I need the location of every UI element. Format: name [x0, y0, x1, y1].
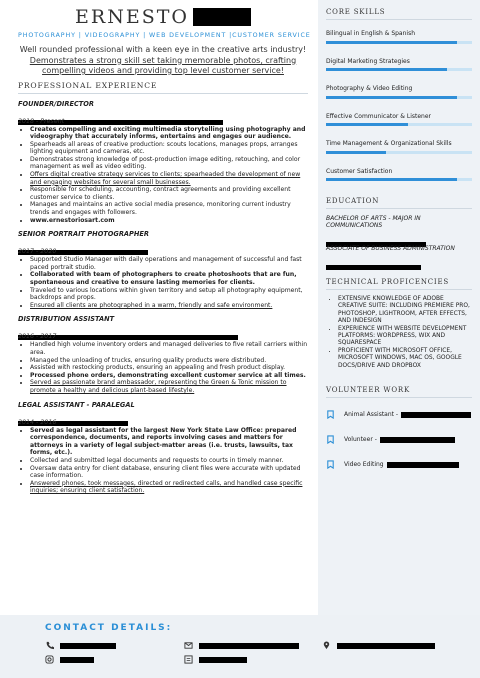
summary-line-1: Well rounded professional with a keen eye in the creative arts industry! [19, 45, 307, 54]
contact-heading: CONTACT DETAILS: [45, 623, 173, 633]
job-title: LEGAL ASSISTANT - PARALEGAL [18, 400, 135, 409]
job-bullet: • Supported Studio Manager with daily operations and management of successful and fast paced portrait studio. [30, 256, 308, 271]
job-dates: 2018 - Present [18, 117, 65, 125]
contact-instagram [45, 655, 94, 664]
job-bullets [18, 341, 308, 394]
job-bullet: • Answered phones, took messages, directed or redirected calls, and handled case specific inquiries; ensuring client satisfaction. [30, 480, 308, 495]
skill-bar [326, 68, 472, 71]
job-bullets [18, 126, 308, 225]
redacted-location [337, 643, 435, 649]
skill-item [326, 58, 472, 72]
technical-item: • EXPERIENCE WITH WEBSITE DEVELOPMENT PLATFORMS: WORDPRESS, WIX AND SQUARESPACE [338, 326, 472, 348]
skill-bar [326, 41, 472, 44]
contact-email [184, 641, 299, 650]
job-bullet: • Ensured all clients are photographed in a warm, friendly and safe environment. [30, 302, 308, 310]
skill-name: Customer Satisfaction [326, 167, 393, 175]
bookmark-icon [326, 435, 335, 444]
job-bullets [18, 427, 308, 495]
technical-item: • EXTENSIVE KNOWLEDGE OF ADOBE CREATIVE SUITE: INCLUDING PREMIERE PRO, PHOTOSHOP, LIGHTROOM, AFTER EFFECTS, AND INDESIGN [338, 296, 472, 326]
skill-bar-fill [326, 151, 386, 154]
skill-bar-fill [326, 96, 457, 99]
sidebar [318, 0, 480, 615]
redacted-org [401, 412, 471, 418]
job-bullet: • Assisted with restocking products, ensuring an appealing and fresh product display. [30, 364, 308, 372]
skill-name: Photography & Video Editing [326, 85, 413, 92]
education-heading: EDUCATION [326, 197, 472, 209]
job-list [18, 100, 308, 495]
instagram-icon [45, 655, 54, 664]
volunteer-item [326, 410, 472, 419]
skill-item [326, 168, 472, 182]
skill-name: Bilingual in English & Spanish [326, 30, 416, 37]
job-bullets [18, 256, 308, 309]
job-bullet: • Offers digital creative strategy services to clients; spearheaded the development of new and engaging websites for several small businesses. [30, 171, 308, 186]
job-bullet: • Spearheads all areas of creative production: scouts locations, manages props, arranges lighting equipment and cameras, etc. [30, 141, 308, 156]
skill-item [326, 140, 472, 154]
volunteer-item [326, 460, 472, 469]
phone-icon [45, 641, 54, 650]
skill-name: Time Management & Organizational Skills [326, 140, 452, 147]
candidate-name: ERNESTO [75, 6, 189, 28]
redacted-org [380, 437, 455, 443]
email-icon [184, 641, 193, 650]
bookmark-icon [326, 460, 335, 469]
job-bullet: • Processed phone orders, demonstrating excellent customer service at all times. [30, 372, 308, 380]
contact-location [322, 641, 435, 650]
volunteer-item [326, 435, 472, 444]
name-row [18, 4, 308, 30]
job-company [18, 240, 308, 246]
skill-bar [326, 96, 472, 99]
core-skills-heading: CORE SKILLS [326, 8, 472, 20]
skill-bar [326, 123, 472, 126]
job-bullet: • Traveled to various locations within given territory and setup all photography equipment, backdrops and props. [30, 287, 308, 302]
job-company [18, 110, 308, 116]
redacted-school [326, 265, 421, 270]
skill-bar-fill [326, 41, 457, 44]
location-pin-icon [322, 641, 331, 650]
skill-item [326, 85, 472, 99]
skill-item [326, 113, 472, 127]
job-bullet: • Responsible for scheduling, accounting, contract agreements and providing excellent customer service to clients. [30, 186, 308, 201]
education-school-2 [326, 255, 472, 260]
job-bullet: • www.ernestoriosart.com [30, 217, 308, 225]
skill-bar-fill [326, 68, 447, 71]
redacted-handle [60, 657, 94, 663]
bookmark-icon [326, 410, 335, 419]
redacted-surname [193, 8, 251, 26]
technical-heading: TECHNICAL PROFICENCIES [326, 278, 472, 290]
web-icon [184, 655, 193, 664]
job-bullet: • Collected and submitted legal documents and requests to courts in timely manner. [30, 457, 308, 465]
contact-website [184, 655, 247, 664]
redacted-org [387, 462, 459, 468]
skill-bar-fill [326, 123, 408, 126]
experience-heading: PROFESSIONAL EXPERIENCE [18, 81, 308, 94]
redacted-website [199, 657, 247, 663]
skill-list [326, 30, 472, 181]
job-bullet: • Collaborated with team of photographers to create photoshoots that are fun, spontaneous and creative to ensure lasting memories for clients. [30, 271, 308, 286]
technical-item: • PROFICIENT WITH MICROSOFT OFFICE, MICROSOFT WINDOWS, MAC OS, GOOGLE DOCS/DRIVE AND DROPBOX [338, 348, 472, 370]
job-bullet: • Demonstrates strong knowledge of post-production image editing, retouching, and color management as well as video editing. [30, 156, 308, 171]
skill-item [326, 30, 472, 44]
job-title: DISTRIBUTION ASSISTANT [18, 315, 115, 324]
job-bullet: • Manages and maintains an active social media presence, monitoring current industry trends and engages with followers. [30, 201, 308, 216]
job-title: FOUNDER/DIRECTOR [18, 99, 94, 108]
job-title: SENIOR PORTRAIT PHOTOGRAPHER [18, 230, 149, 239]
education-school-1 [326, 232, 472, 237]
summary [18, 45, 308, 77]
volunteer-label: Animal Assistant - [344, 411, 399, 419]
volunteer-label: Volunteer - [344, 436, 377, 444]
redacted-phone [60, 643, 116, 649]
contact-footer [0, 615, 480, 678]
volunteer-heading: VOLUNTEER WORK [326, 386, 472, 398]
redacted-email [199, 643, 299, 649]
volunteer-label: Video Editing [344, 461, 384, 469]
skill-name: Digital Marketing Strategies [326, 57, 410, 65]
skill-bar [326, 151, 472, 154]
job-dates: 2014 - 2016 [18, 418, 57, 426]
skill-name: Effective Communicator & Listener [326, 112, 432, 120]
skill-bar [326, 178, 472, 181]
technical-list [326, 296, 472, 370]
job-bullet: • Managed the unloading of trucks, ensuring quality products were distributed. [30, 357, 308, 365]
job-dates: 2016 - 2017 [18, 333, 57, 341]
job-bullet: • Oversaw data entry for client database, ensuring client files were accurate with updated case information. [30, 465, 308, 480]
job-bullet: • Served as passionate brand ambassador, representing the Green & Tonic mission to promote a healthy and delicious plant-based lifestyle. [30, 379, 308, 394]
job-dates: 2017 - 2020 [18, 248, 57, 256]
education-item-1: BACHELOR OF ARTS - MAJOR IN COMMUNICATIONS [326, 215, 421, 229]
contact-phone [45, 641, 116, 650]
job-company [18, 411, 308, 417]
tagline: PHOTOGRAPHY | VIDEOGRAPHY | WEB DEVELOPMENT |CUSTOMER SERVICE [18, 32, 311, 39]
job-company [18, 325, 308, 331]
job-bullet: • Served as legal assistant for the largest New York State Law Office: prepared correspondence, documents, and reports involving cases and matters for attorneys in a variety of legal subject-matter areas (i.e. trusts, lawsuits, tax forms, etc.). [30, 427, 308, 457]
job-bullet: • Creates compelling and exciting multimedia storytelling using photography and videography that accurately informs, entertains and engages our audience. [30, 126, 308, 141]
education-item-2: ASSOCIATE OF BUSINESS ADMINISTRATION [326, 245, 455, 252]
skill-bar-fill [326, 178, 457, 181]
summary-line-2: Demonstrates a strong skill set taking memorable photos, crafting compelling videos and providing top level customer service! [29, 55, 297, 75]
job-bullet: • Handled high volume inventory orders and managed deliveries to five retail carriers within area. [30, 341, 308, 356]
